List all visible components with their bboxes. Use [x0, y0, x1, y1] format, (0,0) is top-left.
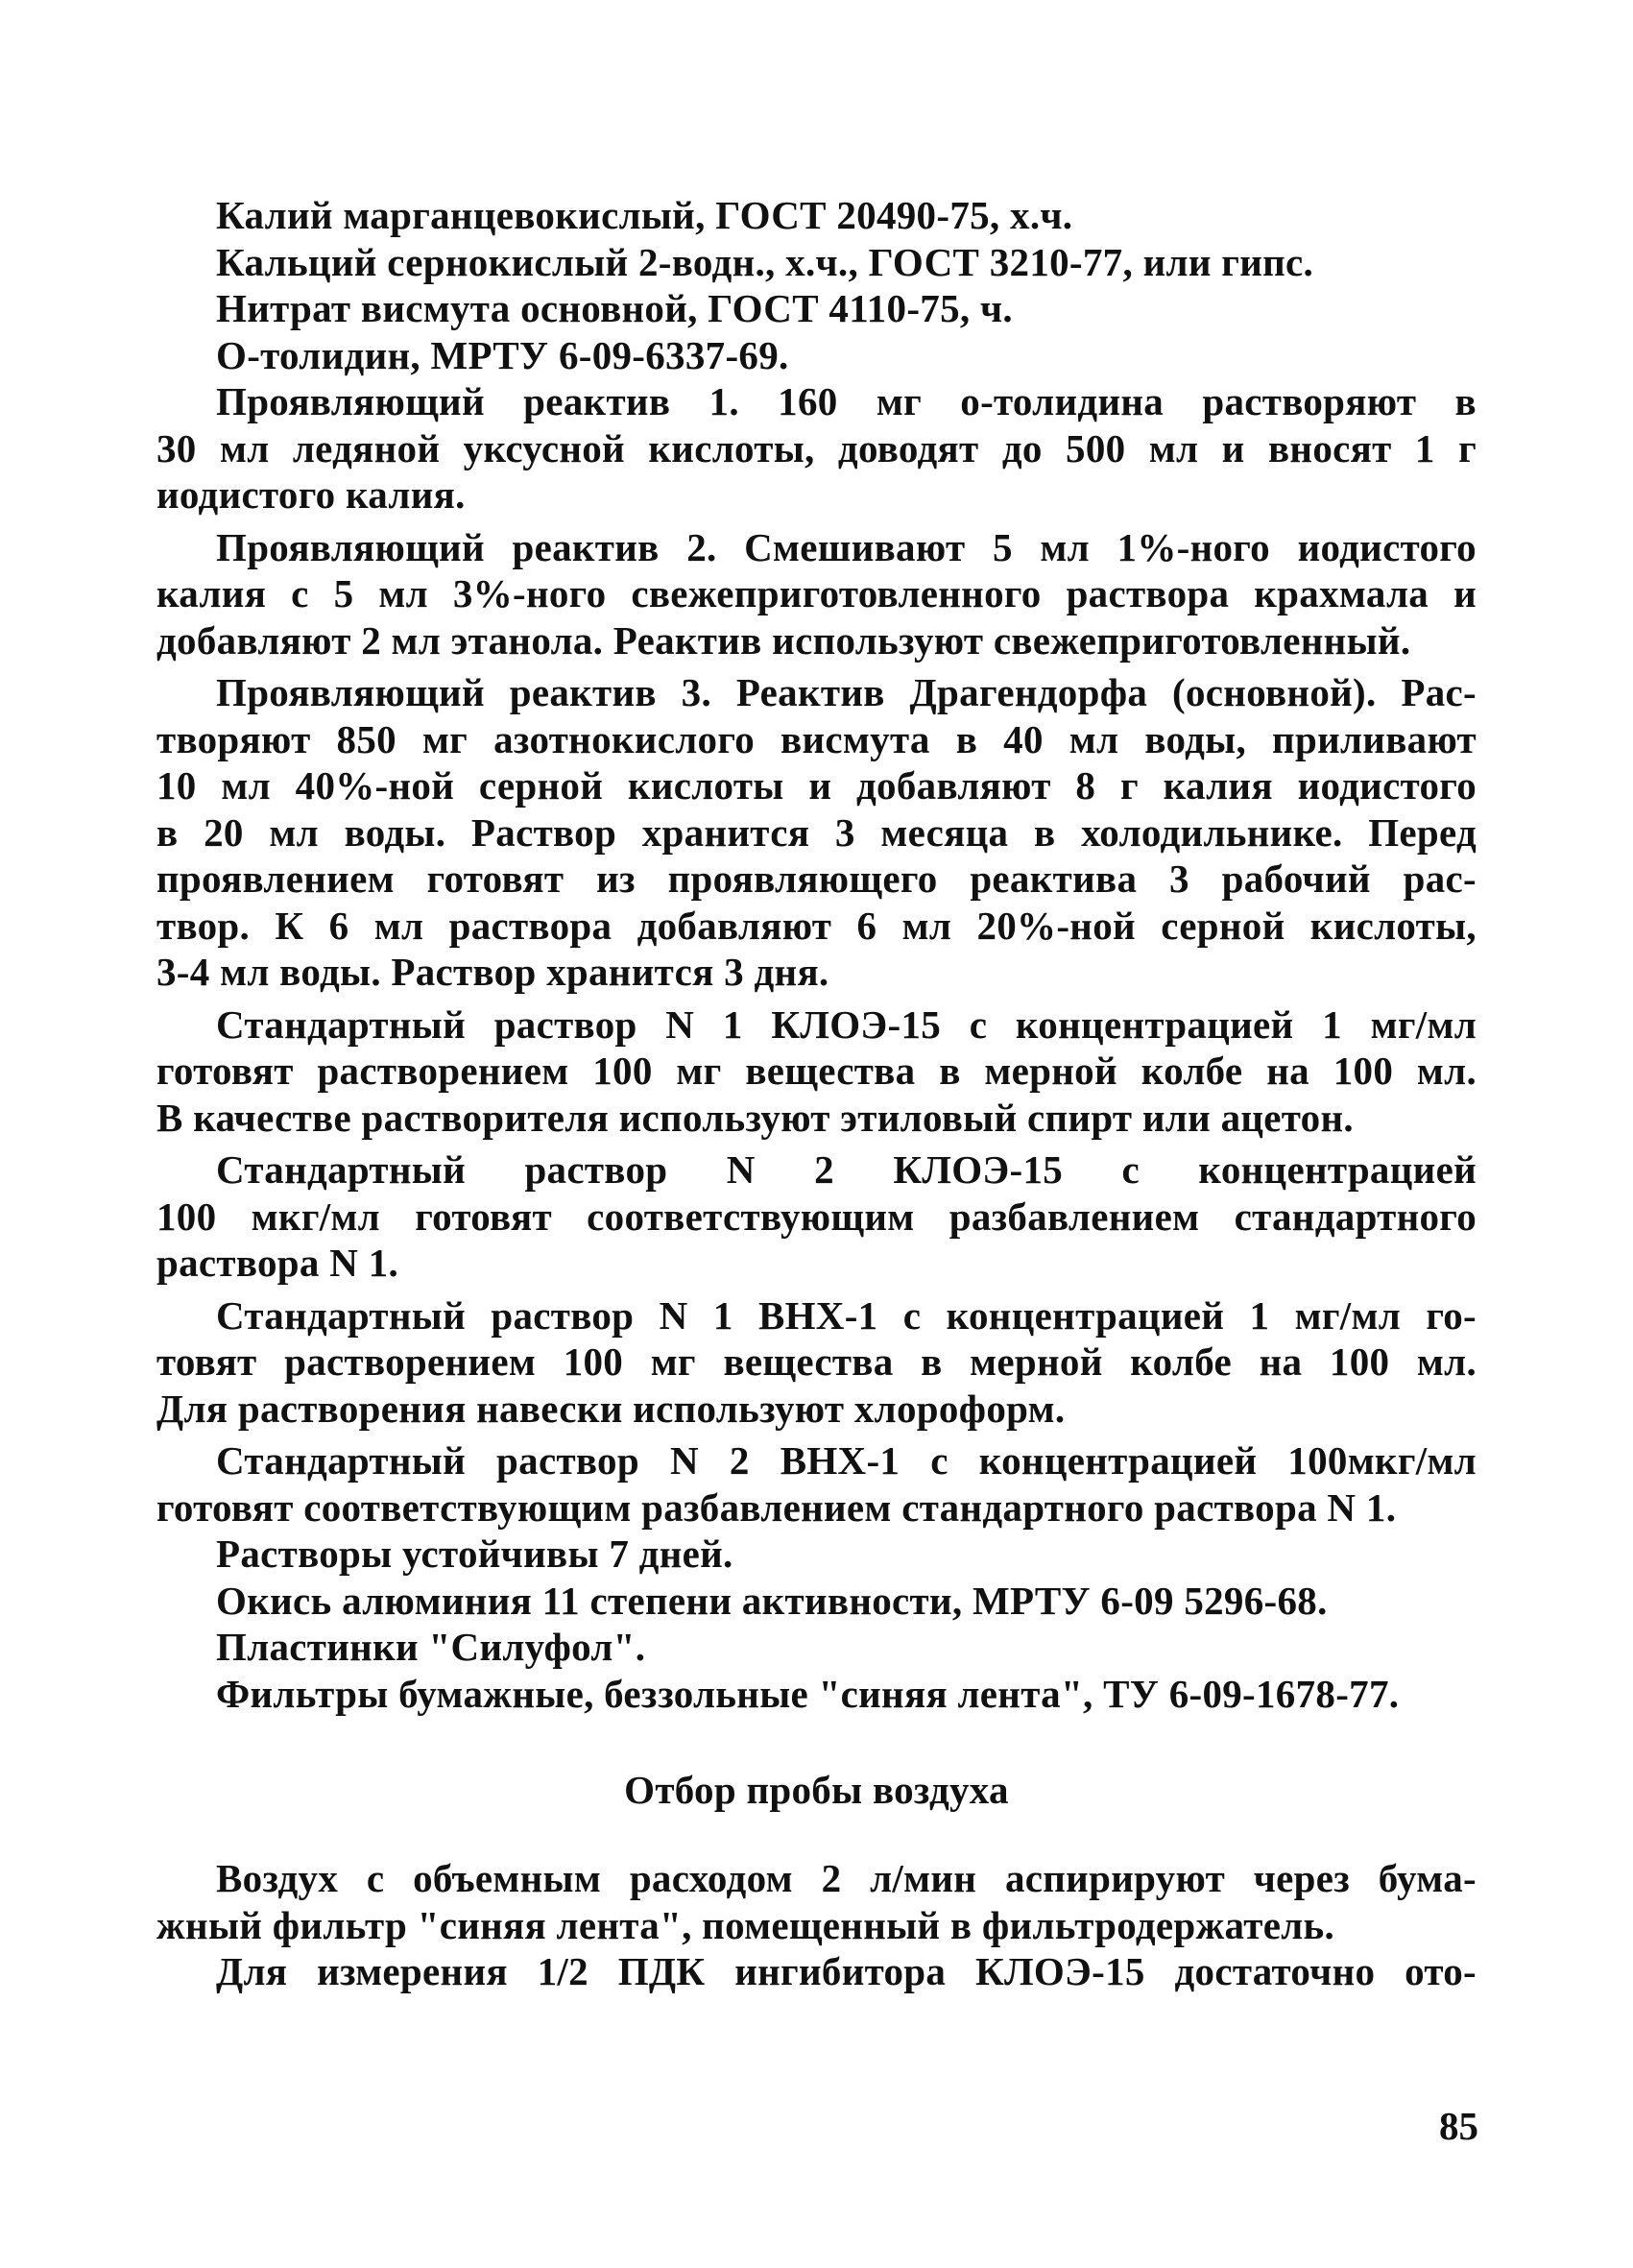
- text-line: 10 мл 40%-ной серной кислоты и добавляют 8 г калия иодистого: [156, 763, 1477, 808]
- text-line: Пластинки "Силуфол".: [216, 1625, 646, 1669]
- text-line: Фильтры бумажные, беззольные "синяя лента", ТУ 6-09-1678-77.: [216, 1671, 1400, 1716]
- paragraph-standard-1-kloe: [156, 1001, 1477, 1142]
- reagent-line: Нитрат висмута основной, ГОСТ 4110-75, ч.: [216, 286, 1013, 330]
- text-line: В качестве растворителя используют этиловый спирт или ацетон.: [156, 1095, 1354, 1140]
- paragraph-sampling: [156, 1855, 1477, 1995]
- text-line: раствора N 1.: [156, 1241, 399, 1285]
- text-line: готовят растворением 100 мг вещества в мерной колбе на 100 мл.: [156, 1049, 1477, 1093]
- reagent-line: Кальций сернокислый 2-водн., х.ч., ГОСТ 3210-77, или гипс.: [216, 239, 1314, 284]
- text-line: иодистого калия.: [156, 472, 466, 517]
- paragraph-standard-2-vnh: [156, 1437, 1477, 1531]
- text-line: Проявляющий реактив 3. Реактив Драгендорфа (основной). Рас-: [216, 670, 1477, 714]
- reagent-list: [156, 192, 1477, 378]
- text-line: Стандартный раствор N 1 ВНХ-1 с концентрацией 1 мг/мл го-: [216, 1292, 1477, 1338]
- paragraph-reagent-3: [156, 669, 1477, 996]
- closing-list: [156, 1531, 1477, 1717]
- text-line: Проявляющий реактив 2. Смешивают 5 мл 1%-ного иодистого: [216, 524, 1477, 569]
- paragraph-reagent-1: [156, 378, 1477, 519]
- reagent-line: Калий марганцевокислый, ГОСТ 20490-75, х.ч.: [216, 193, 1073, 237]
- page-number: 85: [1439, 2104, 1478, 2148]
- text-line: Проявляющий реактив 1. 160 мг о-толидина растворяют в: [216, 379, 1477, 423]
- text-line: проявлением готовят из проявляющего реактива 3 рабочий рас-: [156, 857, 1477, 901]
- text-line: Воздух с объемным расходом 2 л/мин аспирируют через бума-: [216, 1856, 1477, 1900]
- paragraph-standard-2-kloe: [156, 1146, 1477, 1287]
- text-line: добавляют 2 мл этанола. Реактив используют свежеприготовленный.: [156, 617, 1411, 663]
- text-line: 30 мл ледяной уксусной кислоты, доводят до 500 мл и вносят 1 г: [156, 425, 1477, 470]
- text-line: Для растворения навески используют хлороформ.: [156, 1386, 1066, 1431]
- text-line: жный фильтр "синяя лента", помещенный в фильтродержатель.: [156, 1902, 1335, 1947]
- paragraph-standard-1-vnh: [156, 1292, 1477, 1433]
- text-line: Растворы устойчивы 7 дней.: [216, 1532, 733, 1576]
- text-line: твор. К 6 мл раствора добавляют 6 мл 20%-ной серной кислоты,: [156, 903, 1477, 948]
- text-line: в 20 мл воды. Раствор хранится 3 месяца в холодильнике. Перед: [156, 809, 1477, 855]
- text-line: Стандартный раствор N 1 КЛОЭ-15 с концентрацией 1 мг/мл: [216, 1001, 1477, 1047]
- text-line: 100 мкг/мл готовят соответствующим разбавлением стандартного: [156, 1194, 1477, 1239]
- text-line: товят растворением 100 мг вещества в мерной колбе на 100 мл.: [156, 1339, 1477, 1384]
- text-line: 3-4 мл воды. Раствор хранится 3 дня.: [156, 950, 829, 994]
- text-line: Стандартный раствор N 2 КЛОЭ-15 с концентрацией: [216, 1147, 1477, 1192]
- paragraph-reagent-2: [156, 524, 1477, 664]
- page-body: [156, 192, 1477, 1995]
- reagent-line: О-толидин, МРТУ 6-09-6337-69.: [216, 332, 789, 377]
- text-line: Окись алюминия 11 степени активности, МРТУ 6-09 5296-68.: [216, 1578, 1328, 1623]
- section-heading: Отбор пробы воздуха: [624, 1768, 1009, 1812]
- text-line: творяют 850 мг азотнокислого висмута в 40 мл воды, приливают: [156, 716, 1477, 761]
- text-line: Стандартный раствор N 2 ВНХ-1 с концентрацией 100мкг/мл: [216, 1438, 1477, 1483]
- text-line: готовят соответствующим разбавлением стандартного раствора N 1.: [156, 1484, 1397, 1530]
- text-line: Для измерения 1/2 ПДК ингибитора КЛОЭ-15 достаточно ото-: [216, 1949, 1477, 1993]
- text-line: калия с 5 мл 3%-ного свежеприготовленного раствора крахмала и: [156, 571, 1477, 615]
